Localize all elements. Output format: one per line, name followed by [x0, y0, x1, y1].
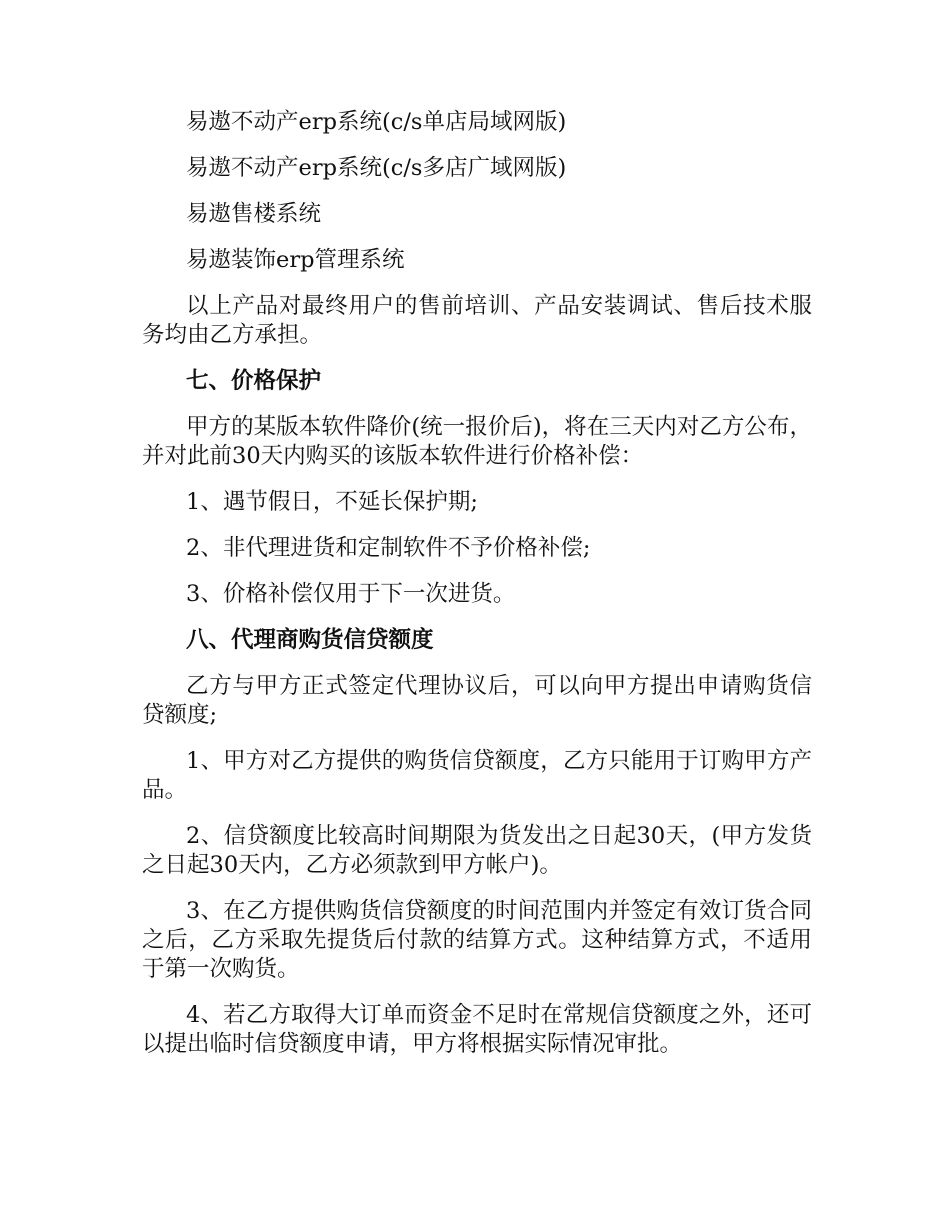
section-8-rule-3: 3、在乙方提供购货信贷额度的时间范围内并签定有效订货合同之后，乙方采取先提货后付款的结算方式。这种结算方式，不适用于第一次购货。: [142, 898, 812, 982]
product-item-2: 易遨不动产erp系统(c/s多店广域网版): [186, 155, 567, 181]
section-8-heading: 八、代理商购货信贷额度: [186, 627, 434, 653]
section-8-intro: 乙方与甲方正式签定代理协议后，可以向甲方提出申请购货信贷额度;: [142, 673, 812, 728]
section-8-rule-4: 4、若乙方取得大订单而资金不足时在常规信贷额度之外，还可以提出临时信贷额度申请，甲方将根据实际情况审批。: [142, 1002, 812, 1057]
service-note: 以上产品对最终用户的售前培训、产品安装调试、售后技术服务均由乙方承担。: [142, 293, 812, 348]
document-page: [142, 108, 812, 1076]
section-8-rule-1: 1、甲方对乙方提供的购货信贷额度，乙方只能用于订购甲方产品。: [142, 748, 812, 803]
section-8-rule-2: 2、信贷额度比较高时间期限为货发出之日起30天，(甲方发货之日起30天内，乙方必须款到甲方帐户)。: [142, 823, 812, 878]
section-7-rule-3: 3、价格补偿仅用于下一次进货。: [186, 581, 516, 607]
section-7-intro: 甲方的某版本软件降价(统一报价后)，将在三天内对乙方公布，并对此前30天内购买的该版本软件进行价格补偿：: [142, 414, 812, 469]
product-item-4: 易遨装饰erp管理系统: [186, 247, 405, 273]
section-7-heading: 七、价格保护: [186, 368, 322, 394]
product-item-3: 易遨售楼系统: [186, 201, 322, 227]
section-7-rule-1: 1、遇节假日，不延长保护期;: [186, 489, 478, 515]
product-item-1: 易遨不动产erp系统(c/s单店局域网版): [186, 109, 567, 135]
section-7-rule-2: 2、非代理进货和定制软件不予价格补偿;: [186, 535, 591, 561]
